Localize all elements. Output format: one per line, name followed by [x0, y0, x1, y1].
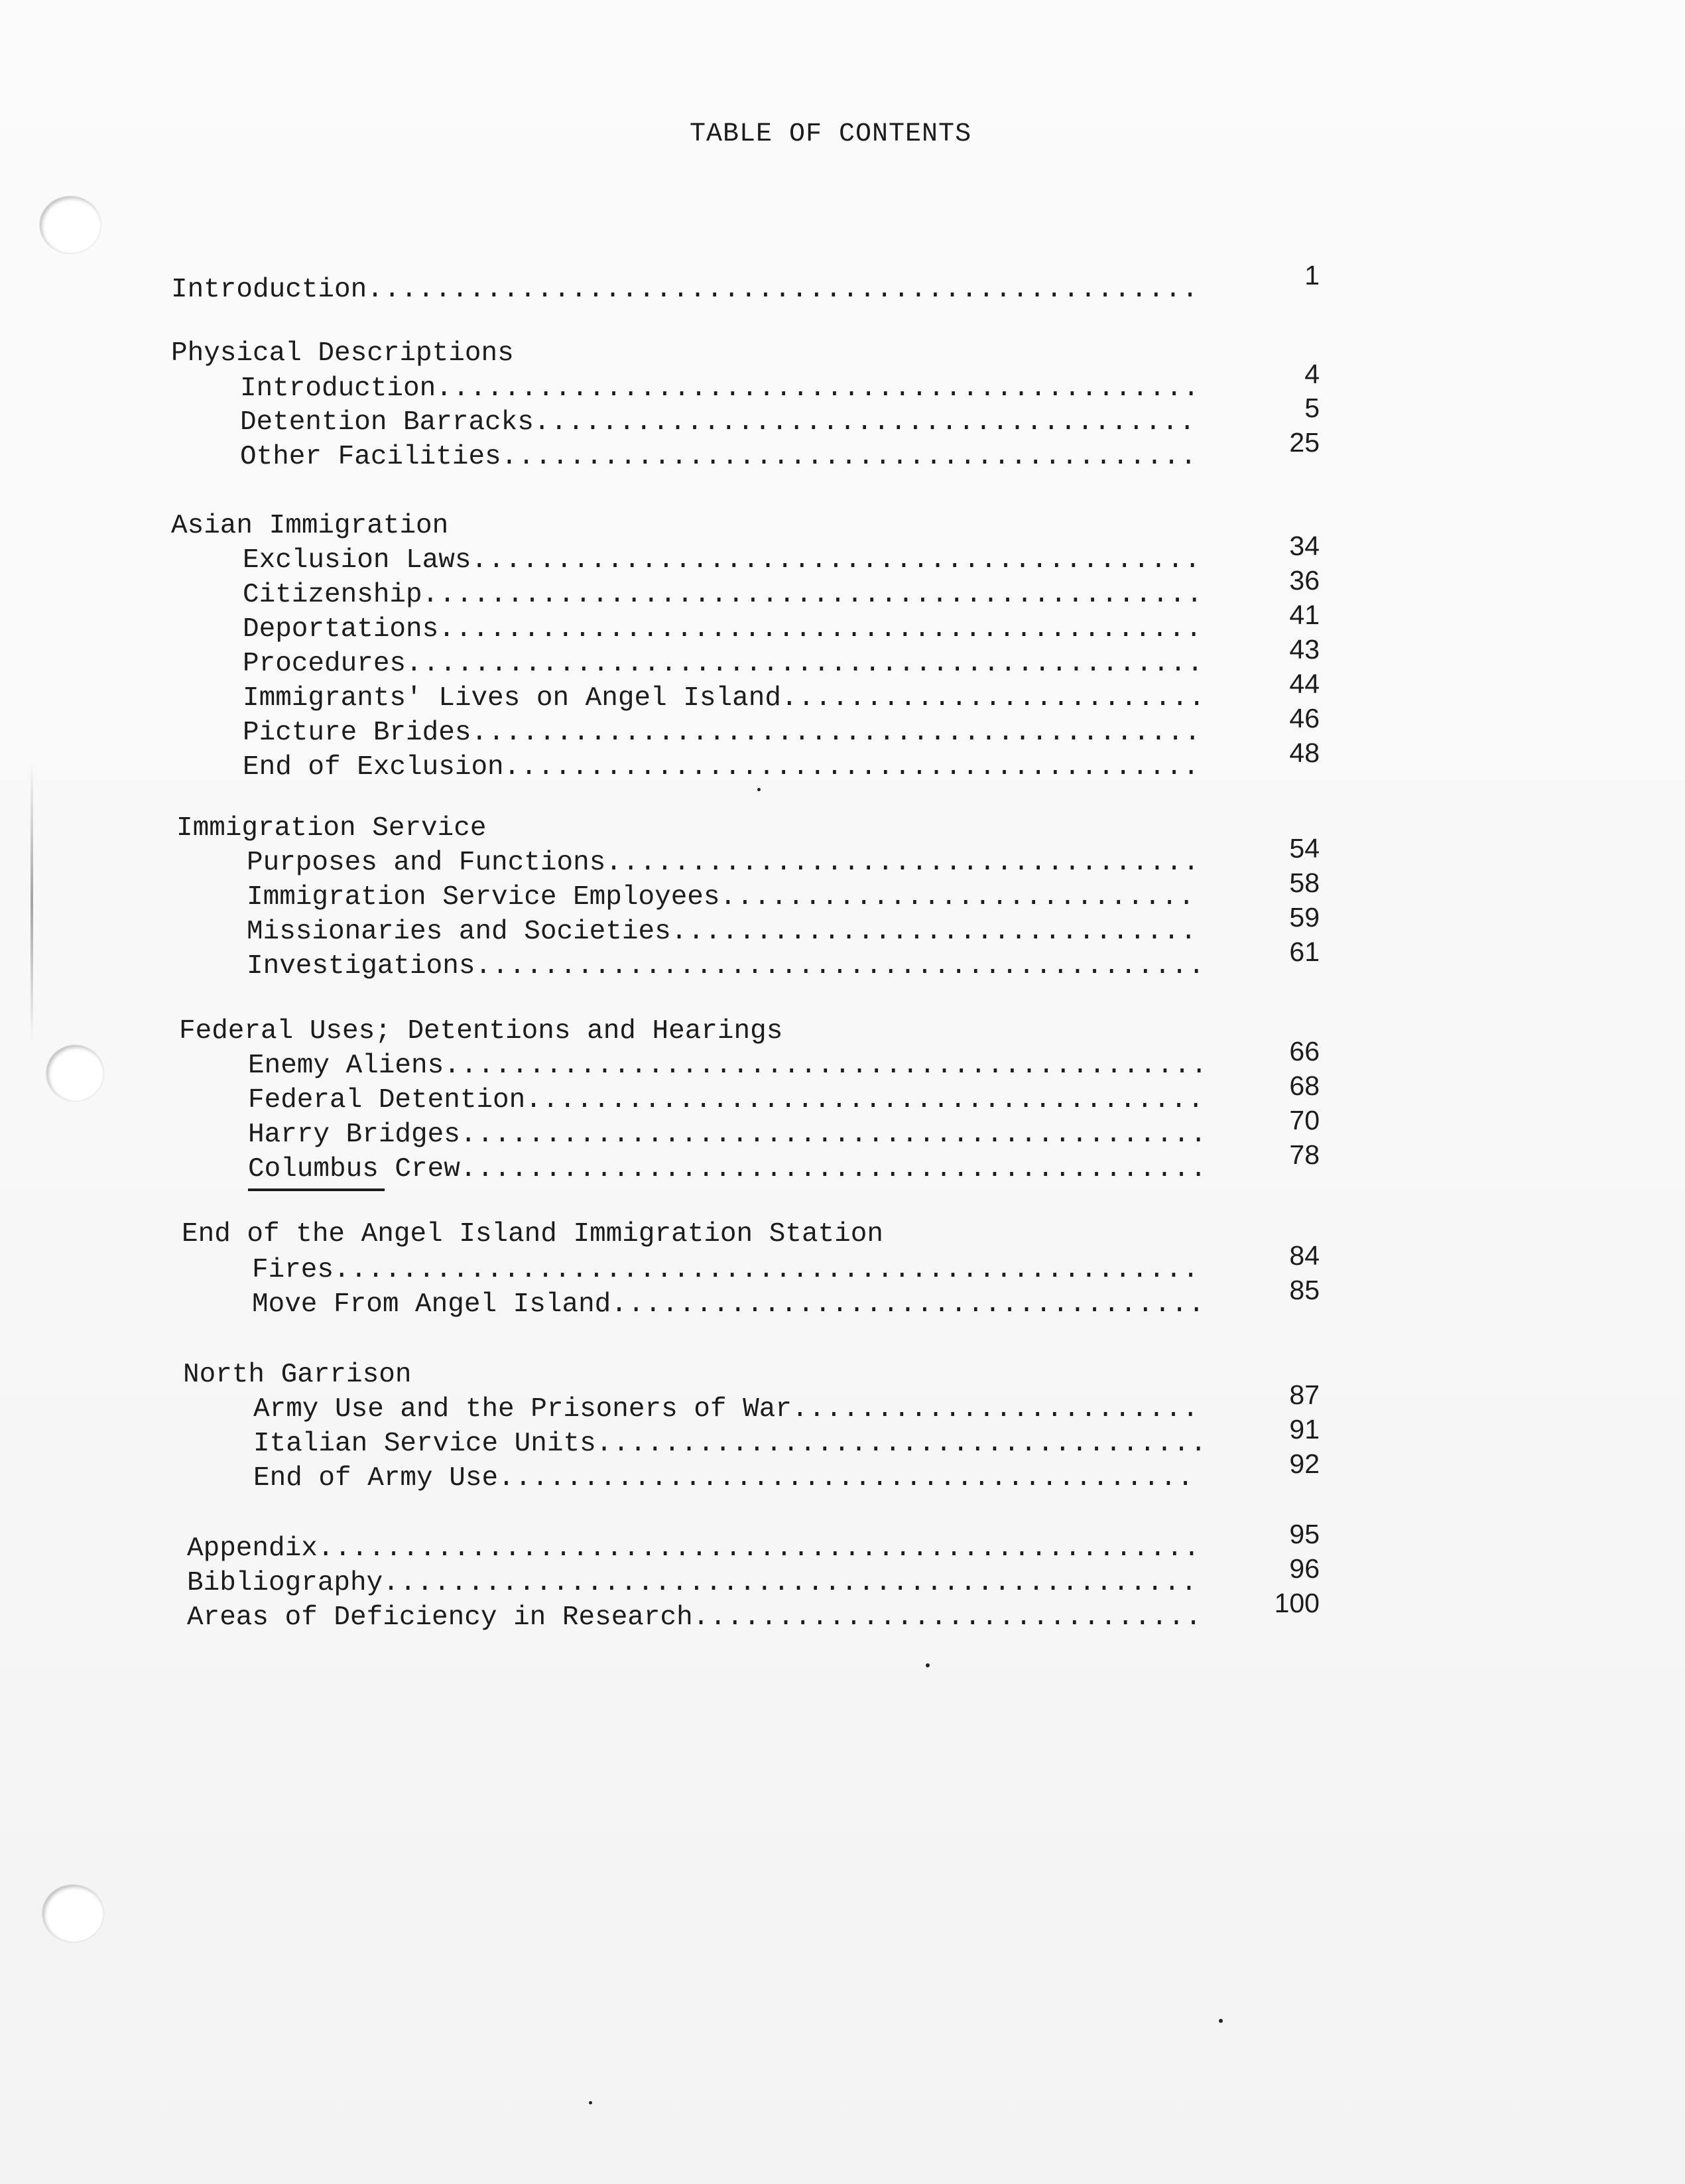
toc-entry-label: Bibliography: [187, 1568, 383, 1598]
leader-dots: ............................: [719, 882, 1196, 913]
toc-page-number: 95: [1289, 1519, 1320, 1549]
leader-dots: ...........................................: [475, 951, 1206, 982]
toc-section-heading[interactable]: Asian Immigration: [171, 511, 449, 541]
toc-entry[interactable]: [243, 683, 1206, 714]
toc-entry[interactable]: [248, 1051, 1208, 1081]
toc-section-heading[interactable]: Immigration Service: [176, 813, 487, 844]
toc-entry-label: Areas of Deficiency in Research: [187, 1602, 693, 1633]
toc-entry-label: Immigration Service Employees: [247, 882, 720, 913]
toc-entry[interactable]: [240, 407, 1196, 438]
leader-dots: ...................................: [605, 848, 1200, 878]
leader-dots: .......................................: [533, 407, 1196, 438]
toc-page-number: 66: [1289, 1036, 1320, 1066]
toc-entry[interactable]: [247, 917, 1197, 947]
toc-page-number: 41: [1289, 600, 1320, 630]
toc-entry-label: Exclusion Laws: [243, 545, 471, 576]
toc-entry[interactable]: [187, 1533, 1200, 1564]
toc-page-number: 1: [1304, 260, 1320, 290]
toc-entry[interactable]: [253, 1394, 1199, 1425]
toc-entry[interactable]: [240, 373, 1200, 404]
toc-entry[interactable]: [248, 1154, 1207, 1185]
toc-entry-label: Move From Angel Island: [252, 1289, 611, 1320]
toc-entry[interactable]: [243, 614, 1202, 645]
speck: [926, 1663, 930, 1667]
speck: [757, 788, 761, 791]
toc-page-number: 4: [1304, 359, 1320, 389]
toc-entry-label: Investigations: [247, 951, 475, 982]
toc-page-number: 5: [1304, 393, 1320, 423]
leader-dots: ....................................: [595, 1429, 1208, 1459]
toc-entry-label: Immigrants' Lives on Angel Island: [243, 683, 781, 714]
toc-page-number: 36: [1289, 565, 1320, 596]
toc-entry[interactable]: [253, 1463, 1194, 1494]
leader-dots: ...........................................: [471, 718, 1202, 748]
speck: [1219, 2019, 1223, 2023]
toc-page-number: 61: [1289, 936, 1320, 967]
toc-page-number: 84: [1289, 1240, 1320, 1271]
leader-dots: .............................................: [438, 614, 1203, 645]
leader-dots: .............................................: [436, 373, 1200, 404]
toc-entry[interactable]: [247, 951, 1205, 982]
toc-entry[interactable]: [243, 649, 1204, 679]
toc-entry-label: End of Exclusion: [243, 752, 504, 783]
toc-page-number: 68: [1289, 1070, 1320, 1101]
toc-entry-label: Procedures: [243, 649, 406, 679]
toc-entry[interactable]: [248, 1085, 1204, 1116]
toc-page-number: 46: [1289, 703, 1320, 734]
toc-entry[interactable]: [253, 1429, 1207, 1459]
toc-entry[interactable]: [187, 1568, 1198, 1598]
toc-entry-label: Columbus Crew: [248, 1154, 460, 1185]
toc-entry-label: Deportations: [243, 614, 439, 645]
toc-page-number: 48: [1289, 738, 1320, 768]
leader-dots: .............................................: [444, 1051, 1208, 1081]
leader-dots: .................................................: [367, 275, 1199, 305]
toc-entry[interactable]: [248, 1120, 1207, 1150]
toc-entry[interactable]: [243, 752, 1200, 783]
leader-dots: ................................................: [383, 1568, 1198, 1598]
toc-entry[interactable]: [171, 275, 1199, 305]
leader-dots: .........................................: [501, 442, 1198, 472]
toc-entry-label: Enemy Aliens: [248, 1051, 444, 1081]
toc-section-heading[interactable]: Physical Descriptions: [171, 338, 514, 369]
toc-entry[interactable]: [247, 848, 1200, 878]
toc-entry[interactable]: [243, 580, 1203, 610]
toc-page-number: 96: [1289, 1553, 1320, 1584]
toc-entry-label: Introduction: [171, 275, 367, 305]
speck: [589, 2101, 592, 2104]
toc-entry[interactable]: [243, 718, 1201, 748]
toc-page-number: 54: [1289, 833, 1320, 864]
toc-entry-label: Missionaries and Societies: [247, 917, 671, 947]
toc-entry-label: Federal Detention: [248, 1085, 526, 1116]
toc-entry-label: Appendix: [187, 1533, 318, 1564]
leader-dots: ........................................: [525, 1085, 1205, 1116]
leader-dots: ..............................................: [422, 580, 1204, 610]
toc-entry-label: Introduction: [240, 373, 436, 404]
toc-page-number: 25: [1289, 427, 1320, 458]
toc-page-number: 44: [1289, 669, 1320, 699]
toc-page-number: 78: [1289, 1139, 1320, 1170]
toc-page-number: 43: [1289, 634, 1320, 665]
leader-dots: ...............................................: [406, 649, 1204, 679]
leader-dots: ...................................: [611, 1289, 1206, 1320]
toc-entry-label: Picture Brides: [243, 718, 471, 748]
page-title: TABLE OF CONTENTS: [690, 119, 972, 149]
toc-entry-label: Detention Barracks: [240, 407, 534, 438]
toc-page-number: 58: [1289, 867, 1320, 898]
toc-entry[interactable]: [252, 1289, 1205, 1320]
leader-dots: .........................................: [498, 1463, 1194, 1494]
leader-dots: ...........................................: [471, 545, 1202, 576]
toc-section-heading[interactable]: End of the Angel Island Immigration Station: [182, 1219, 883, 1250]
toc-page-number: 34: [1289, 531, 1320, 561]
toc-entry[interactable]: [247, 882, 1195, 913]
toc-entry-label: Other Facilities: [240, 442, 501, 472]
toc-section-heading[interactable]: Federal Uses; Detentions and Hearings: [179, 1016, 783, 1047]
leader-dots: ........................: [791, 1394, 1200, 1425]
toc-page-number: 87: [1289, 1380, 1320, 1410]
leader-dots: .........................: [780, 683, 1206, 714]
leader-dots: ............................................: [460, 1120, 1208, 1150]
toc-page-number: 92: [1289, 1448, 1320, 1479]
toc-entry-label: Citizenship: [243, 580, 422, 610]
toc-entry[interactable]: [252, 1255, 1200, 1285]
leader-dots: ....................................................: [317, 1533, 1201, 1564]
toc-entry-label: Fires: [252, 1255, 334, 1285]
leader-dots: ...................................................: [334, 1255, 1200, 1285]
handwritten-underline: [248, 1188, 385, 1191]
toc-entry-label: Italian Service Units: [253, 1429, 596, 1459]
toc-entry-label: Army Use and the Prisoners of War: [253, 1394, 792, 1425]
leader-dots: ...............................: [670, 917, 1198, 947]
toc-entry-label: Harry Bridges: [248, 1120, 460, 1150]
leader-dots: ..............................: [692, 1602, 1202, 1633]
toc-page-number: 59: [1289, 902, 1320, 932]
toc-entry[interactable]: [243, 545, 1201, 576]
toc-page-number: 91: [1289, 1414, 1320, 1445]
toc-entry[interactable]: [187, 1602, 1202, 1633]
toc-entry[interactable]: [240, 442, 1197, 472]
leader-dots: ............................................: [460, 1154, 1208, 1185]
toc-page-number: 70: [1289, 1105, 1320, 1135]
toc-page-number: 85: [1289, 1275, 1320, 1305]
toc-section-heading[interactable]: North Garrison: [183, 1360, 412, 1390]
toc-entry-label: Purposes and Functions: [247, 848, 606, 878]
toc-entry-label: End of Army Use: [253, 1463, 499, 1494]
leader-dots: .........................................: [503, 752, 1200, 783]
toc-page-number: 100: [1274, 1588, 1320, 1618]
